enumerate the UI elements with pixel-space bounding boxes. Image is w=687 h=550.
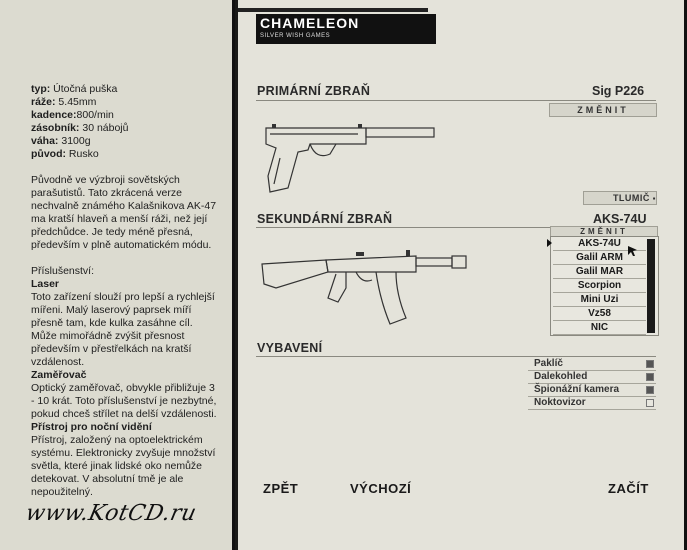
equipment-checkbox[interactable] bbox=[646, 399, 654, 407]
equipment-item[interactable] bbox=[528, 397, 656, 410]
secondary-weapon-name: AKS-74U bbox=[593, 212, 647, 226]
weapon-option[interactable]: Mini Uzi bbox=[553, 294, 646, 307]
equipment-label: Dalekohled bbox=[534, 371, 588, 382]
primary-weapon-title: PRIMÁRNÍ ZBRAŇ bbox=[257, 84, 371, 98]
start-button[interactable]: ZAČÍT bbox=[608, 481, 649, 496]
equipment-item[interactable] bbox=[528, 358, 656, 371]
weapon-option[interactable]: Vz58 bbox=[553, 308, 646, 321]
stat-caliber: ráže: 5.45mm bbox=[31, 96, 97, 108]
secondary-weapon-list[interactable] bbox=[550, 236, 659, 336]
accessory-nightvision-title: Přístroj pro noční vidění bbox=[31, 421, 152, 433]
stat-magazine: zásobník: 30 nábojů bbox=[31, 122, 129, 134]
silencer-toggle[interactable]: TLUMIČ ▪ bbox=[583, 191, 657, 205]
primary-divider bbox=[256, 100, 656, 101]
rifle-image bbox=[256, 244, 476, 332]
accessory-scope-text: Optický zaměřovač, obvykle přibližuje 3 - 10 krát. Toto příslušenství je nezbytné, pokud chceš střílet na delší vzdálenosti. bbox=[31, 382, 217, 420]
top-bar bbox=[238, 8, 428, 12]
stat-rate: kadence:800/min bbox=[31, 109, 114, 121]
selected-marker-icon bbox=[547, 239, 553, 247]
back-button[interactable]: ZPĚT bbox=[263, 481, 299, 496]
silencer-label: TLUMIČ bbox=[612, 193, 650, 203]
weapon-option[interactable]: Galil MAR bbox=[553, 266, 646, 279]
equipment-checkbox[interactable] bbox=[646, 373, 654, 381]
secondary-weapon-title: SEKUNDÁRNÍ ZBRAŇ bbox=[257, 212, 393, 226]
default-button[interactable]: VÝCHOZÍ bbox=[350, 481, 412, 496]
stat-origin: původ: Rusko bbox=[31, 148, 99, 160]
logo-title: CHAMELEON bbox=[260, 15, 360, 31]
game-logo bbox=[256, 14, 436, 44]
accessory-scope-title: Zaměřovač bbox=[31, 369, 87, 381]
weapon-option[interactable]: AKS-74U bbox=[553, 238, 646, 251]
primary-change-button[interactable]: ZMĚNIT bbox=[549, 103, 657, 117]
weapon-option[interactable]: Galil ARM bbox=[553, 252, 646, 265]
cursor-icon bbox=[627, 245, 639, 257]
equipment-label: Noktovizor bbox=[534, 397, 586, 408]
equipment-label: Špionážní kamera bbox=[534, 384, 620, 395]
weapon-about: Původně ve výzbroji sovětských parašutistů. Tato zkrácená verze nechvalně známého Kalašnikova AK-47 ma kratší hlaveň a menší ráži, než její předchůdce. Je tedy méně přesná, především v plně automatickém módu. bbox=[31, 174, 217, 251]
accessory-laser-title: Laser bbox=[31, 278, 60, 290]
weapon-option[interactable]: Scorpion bbox=[553, 280, 646, 293]
pistol-image bbox=[258, 118, 438, 200]
weapon-list-scrollbar[interactable] bbox=[647, 239, 655, 333]
equipment-title: VYBAVENÍ bbox=[257, 341, 323, 355]
accessory-nightvision-text: Přístroj, založený na optoelektrickém systému. Elektronicky zvyšuje množství světla, které jinak lidské oko nemůže detekovat. V absolutní tmě je ale nepoužitelný. bbox=[31, 434, 216, 498]
equipment-label: Paklíč bbox=[534, 358, 563, 369]
accessories-heading: Příslušenství: bbox=[31, 265, 95, 277]
equipment-checkbox[interactable] bbox=[646, 360, 654, 368]
weapon-option[interactable]: NIC bbox=[553, 322, 646, 335]
logo-subtitle: SILVER WISH GAMES bbox=[260, 33, 331, 39]
accessory-laser-text: Toto zařízení slouží pro lepší a rychlejší mířeni. Malý laserový paprsek míří přesně tam, kde kulka zasáhne cíl. Může mimořádně zvýšit přesnost především v přestřelkách na kratší vzdálenost. bbox=[31, 291, 215, 368]
weapon-description-panel bbox=[0, 0, 233, 550]
equipment-item[interactable] bbox=[528, 371, 656, 384]
stat-weight: váha: 3100g bbox=[31, 135, 91, 147]
equipment-divider bbox=[256, 356, 656, 357]
equipment-checkbox[interactable] bbox=[646, 386, 654, 394]
stat-type: typ: Útočná puška bbox=[31, 83, 118, 95]
panel-divider bbox=[232, 0, 235, 550]
primary-weapon-name: Sig P226 bbox=[592, 84, 645, 98]
equipment-item[interactable] bbox=[528, 384, 656, 397]
weapon-description bbox=[31, 83, 221, 499]
watermark: www.KotCD.ru bbox=[23, 501, 199, 526]
secondary-change-button[interactable]: ZMĚNIT bbox=[550, 226, 658, 238]
